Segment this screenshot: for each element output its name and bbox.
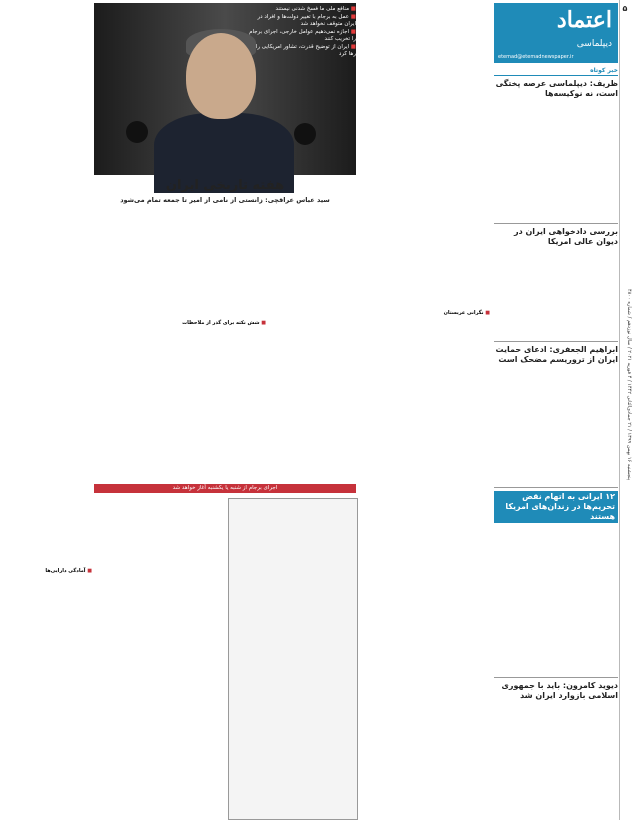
sidebar-story-head-5: دیوید کامرون: باید با جمهوری اسلامی بازوارد ایران شد [501,681,618,700]
sidebar-story-body-3 [494,367,618,485]
center-column-1 [270,210,356,480]
sidebar-story-body-1 [494,101,618,221]
center-column-3 [94,210,178,480]
red-caption-bar: اجرای برجام از شنبه یا یکشنبه آغاز خواهد شد [94,484,356,493]
sidebar-story-head-4: ۱۲ ایرانی به اتهام نقض تحریم‌ها در زندان‌های امریکا هستند [494,491,618,523]
sidebar-story-head-1: ظریف: دیپلماسی عرصه پختگی است، نه نوکیسه‌ها [495,79,618,98]
sidebar-story-head-2: بررسی دادخواهی ایران در دیوان عالی امریکا [513,227,618,246]
left-column-lower [4,568,92,818]
lead-subhead: سید عباس عراقچی: زانستی از نامی از امیر تا جمعه تمام می‌شود [120,196,330,204]
mini-head: ■ آمادگی دارایی‌ها [4,568,92,575]
bottom-column-left [94,498,222,818]
lead-bullets [248,6,356,59]
sidebar-column [494,66,618,763]
lead-headline: هفته تاریخی ایران [165,178,285,193]
newspaper-logo: اعتماد [556,7,612,33]
sidebar-story-body-2 [494,249,618,339]
newspaper-email: etemad@etemadnewspaper.ir [498,54,574,60]
date-rail [619,0,630,820]
lead-bullet: ■ ایران از توضیح قدرت، تشاور امریکایی را رها کرد [248,44,356,58]
sidebar-story-body-4 [494,525,618,675]
sidebar-story-head-3: ابراهیم الجعفری: ادعای حمایت ایران از تروریسم مضحک است [495,345,618,364]
mini-head: ■ شش نکته برای گذر از ملاحظات [182,320,266,327]
sidebar-kicker: خبر کوتاه [494,66,618,76]
lead-bullet: ■ اجازه نمی‌دهیم عوامل خارجی، اجرای برجام را تخریب کنند [248,29,356,43]
sidebar-story-body-5 [494,703,618,763]
masthead [494,3,618,63]
lead-bullet: ■ منافع ملی ما فسخ شدنی نیستند [248,6,356,13]
page-number: ۵ [622,4,628,13]
lead-bullet: ■ عمل به برجام با تغییر دولت‌ها و افراد در ایران متوقف نخواهد شد [248,14,356,28]
microphone-icon [294,123,316,145]
right-inner-column [362,10,490,810]
center-column-2 [182,210,266,480]
issue-date: پنجشنبه ۱۶ بهمن ۱۳۹۹ / ۲۱ جمادی‌الثانی ۱۴۴۲ / ۴ فوریه ۲۰۲۱ / سال نوزدهم / شماره ۴۸۰۰ [626,288,632,480]
section-name: دیپلماسی [576,39,612,49]
mini-head: ■ نگرانی عربستان [362,310,490,317]
bottom-column-right [228,498,358,820]
